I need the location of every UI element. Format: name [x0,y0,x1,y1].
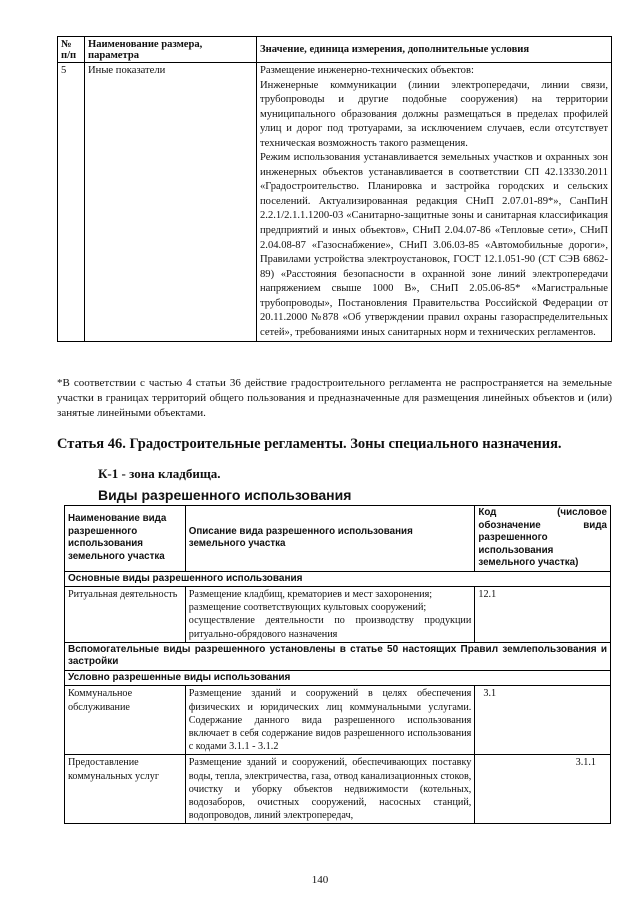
use-desc-line: размещение соответствующих культовых сооружений; [188,602,427,614]
page-number: 140 [311,874,329,886]
section-title: Вспомогательные виды разрешенного установлены в статье 50 настоящих Правил землепользования и застройки [65,642,611,670]
use-desc: Размещение зданий и сооружений, обеспечивающих поставку воды, тепла, электричества, газа, отвод канализационных стоков, очистку и уборку объектов недвижимости (котельных, водозаборов, очистных сооружений, насосных станций, водопроводов, линий электропередач, [185,755,475,824]
uses-table-header [65,506,611,572]
header-use-desc: Описание вида разрешенного использования земельного участка [185,506,475,572]
zone-heading [98,466,221,482]
section-aux-uses [65,642,611,670]
footnote: *В соответствии с частью 4 статьи 36 действие градостроительного регламента не распространяется на земельные участки в границах территорий общего пользования и предназначенные для размещения линейных объектов и (или) занятые линейными объектами. [57,377,612,419]
zone-code: К-1 [98,466,119,481]
permitted-uses-table [64,505,611,824]
header-use-name: Наименование вида разрешенного использования земельного участка [65,506,186,572]
row-name: Иные показатели [85,63,257,342]
header-num: № п/п [58,37,85,63]
use-desc-line: Размещение кладбищ, крематориев и мест захоронения; [188,589,433,600]
use-name: Ритуальная деятельность [65,587,186,643]
parameters-table-header [58,37,612,63]
table-row [65,686,611,755]
row-value-line: Размещение инженерно-технических объектов: [260,65,474,76]
section-conditional-uses [65,670,611,686]
use-desc: Размещение зданий и сооружений в целях обеспечения физических и юридических лиц коммунальными услугами. Содержание данного вида разрешенного использования включает в себя содержание видов разрешенного использования с кодами 3.1.1 - 3.1.2 [185,686,475,755]
row-value-line: Режим использования устанавливается земельных участков и охранных зон инженерных объектов устанавливается в соответствии СП 42.13330.2011 «Градостроительство. Планировка и застройка городских и сельских поселений. Актуализированная редакция СНиП 2.07.01-89*», СанПиН 2.2.1/2.1.1.1200-03 «Санитарно-защитные зоны и санитарная классификация предприятий и иных объектов», СНиП 2.04.07-86 «Тепловые сети», СНиП 2.04.08-87 «Газоснабжение», СНиП 3.06.03-85 «Автомобильные дороги», Правилами устройства электроустановок, ГОСТ 12.1.051-90 (СТ СЭВ 6862-89) «Расстояния безопасности в охранной зоне линий электропередачи напряжением свыше 1000 В», СНиП 2.05.06-85* «Магистральные трубопроводы», Постановления Правительства Российской Федерации от 20.11.2000 №878 «Об утверждении правил охраны газораспределительных сетей», требованиями иных санитарных норм и технических регламентов. [260,152,608,338]
use-code: 3.1 [475,686,611,755]
zone-description: - зона кладбища. [118,466,221,481]
table-row [65,755,611,824]
use-code: 12.1 [475,587,611,643]
row-value-line: Инженерные коммуникации (линии электропередачи, линии связи, трубопроводы и другие подобные сооружения) на территории муниципального образования должны размещаться в пределах профилей улиц и дорог под тротуарами, за исключением случаев, если отсутствует техническая возможность такого размещения. [260,79,608,149]
section-main-uses [65,571,611,587]
header-name: Наименование размера, параметра [85,37,257,63]
permitted-uses-title: Виды разрешенного использования [98,487,352,503]
use-desc [185,587,475,643]
parameters-table [57,36,612,342]
header-value: Значение, единица измерения, дополнительные условия [257,37,612,63]
use-desc-line: осуществление деятельности по производству продукции ритуально-обрядового назначения [188,615,472,640]
use-name: Предоставление коммунальных услуг [65,755,186,824]
section-title: Условно разрешенные виды использования [65,670,611,686]
row-value [257,63,612,342]
use-code: 3.1.1 [475,755,611,824]
section-title: Основные виды разрешенного использования [65,571,611,587]
table-row [65,587,611,643]
table-row [58,63,612,342]
use-name: Коммунальное обслуживание [65,686,186,755]
header-use-code: Код (числовое обозначение вида разрешенного использования земельного участка) [475,506,611,572]
row-num: 5 [58,63,85,342]
article-title: Статья 46. Градостроительные регламенты. Зоны специального назначения. [57,436,562,452]
